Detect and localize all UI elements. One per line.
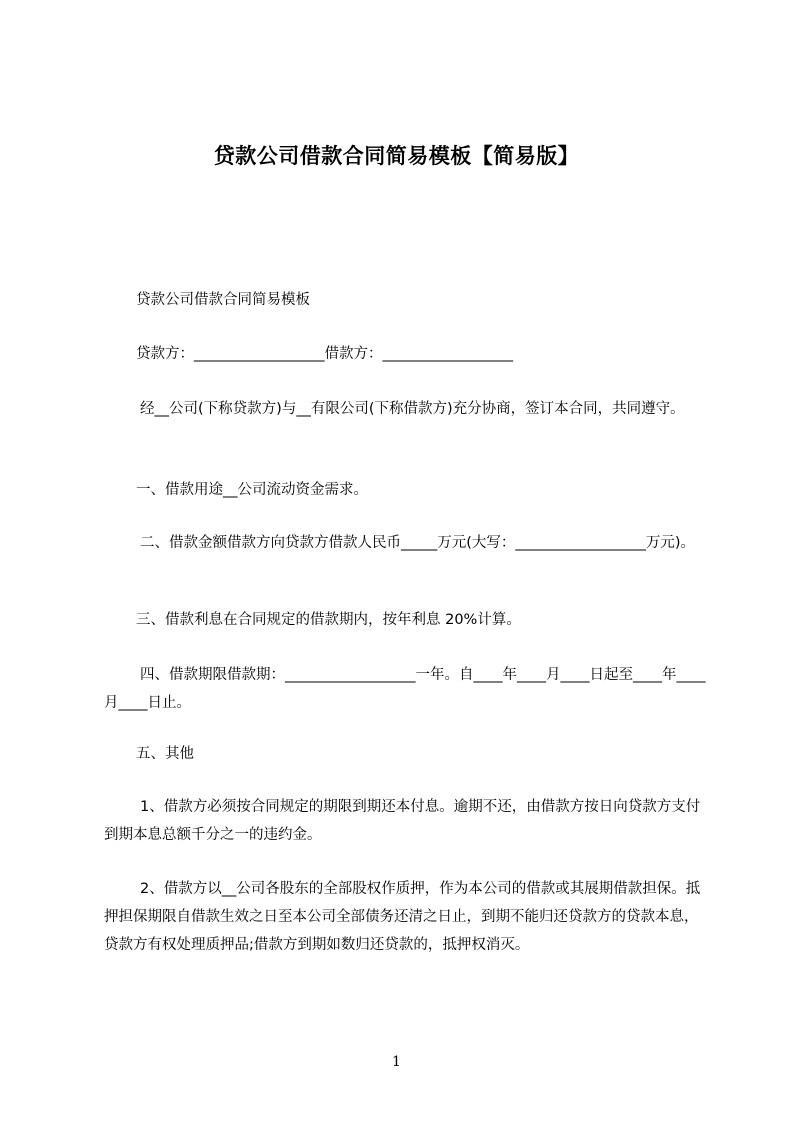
page-number: 1	[392, 1054, 401, 1070]
parties-line: 贷款方：__________________借款方：__________________	[136, 346, 513, 362]
clause-3-interest: 三、借款利息在合同规定的借款期内，按年利息 20%计算。	[136, 612, 521, 628]
document-title: 贷款公司借款合同简易模板【简易版】	[213, 144, 580, 168]
clause-5-heading: 五、其他	[136, 746, 194, 762]
clause-2-amount: 二、借款金额借款方向贷款方借款人民币_____万元(大写：__________________万元)。	[140, 535, 696, 551]
clause-5-item-2: 2、借款方以__公司各股东的全部股权作质押，作为本公司的借款或其展期借款担保。抵押担保期限自借款生效之日至本公司全部债务还清之日止，到期不能归还贷款方的贷款本息，贷款方有权处理质押品;借款方到期如数归还贷款的，抵押权消灭。	[104, 881, 701, 953]
clause-4-term: 四、借款期限借款期：__________________一年。自____年____月____日起至____年____月____日止。	[104, 667, 706, 711]
intro-paragraph: 经__公司(下称贷款方)与__有限公司(下称借款方)充分协商，签订本合同，共同遵守。	[140, 401, 685, 417]
clause-5-item-1: 1、借款方必须按合同规定的期限到期还本付息。逾期不还，由借款方按日向贷款方支付到期本息总额千分之一的违约金。	[104, 799, 701, 843]
subtitle: 贷款公司借款合同简易模板	[136, 292, 310, 308]
clause-1-purpose: 一、借款用途__公司流动资金需求。	[136, 482, 368, 498]
